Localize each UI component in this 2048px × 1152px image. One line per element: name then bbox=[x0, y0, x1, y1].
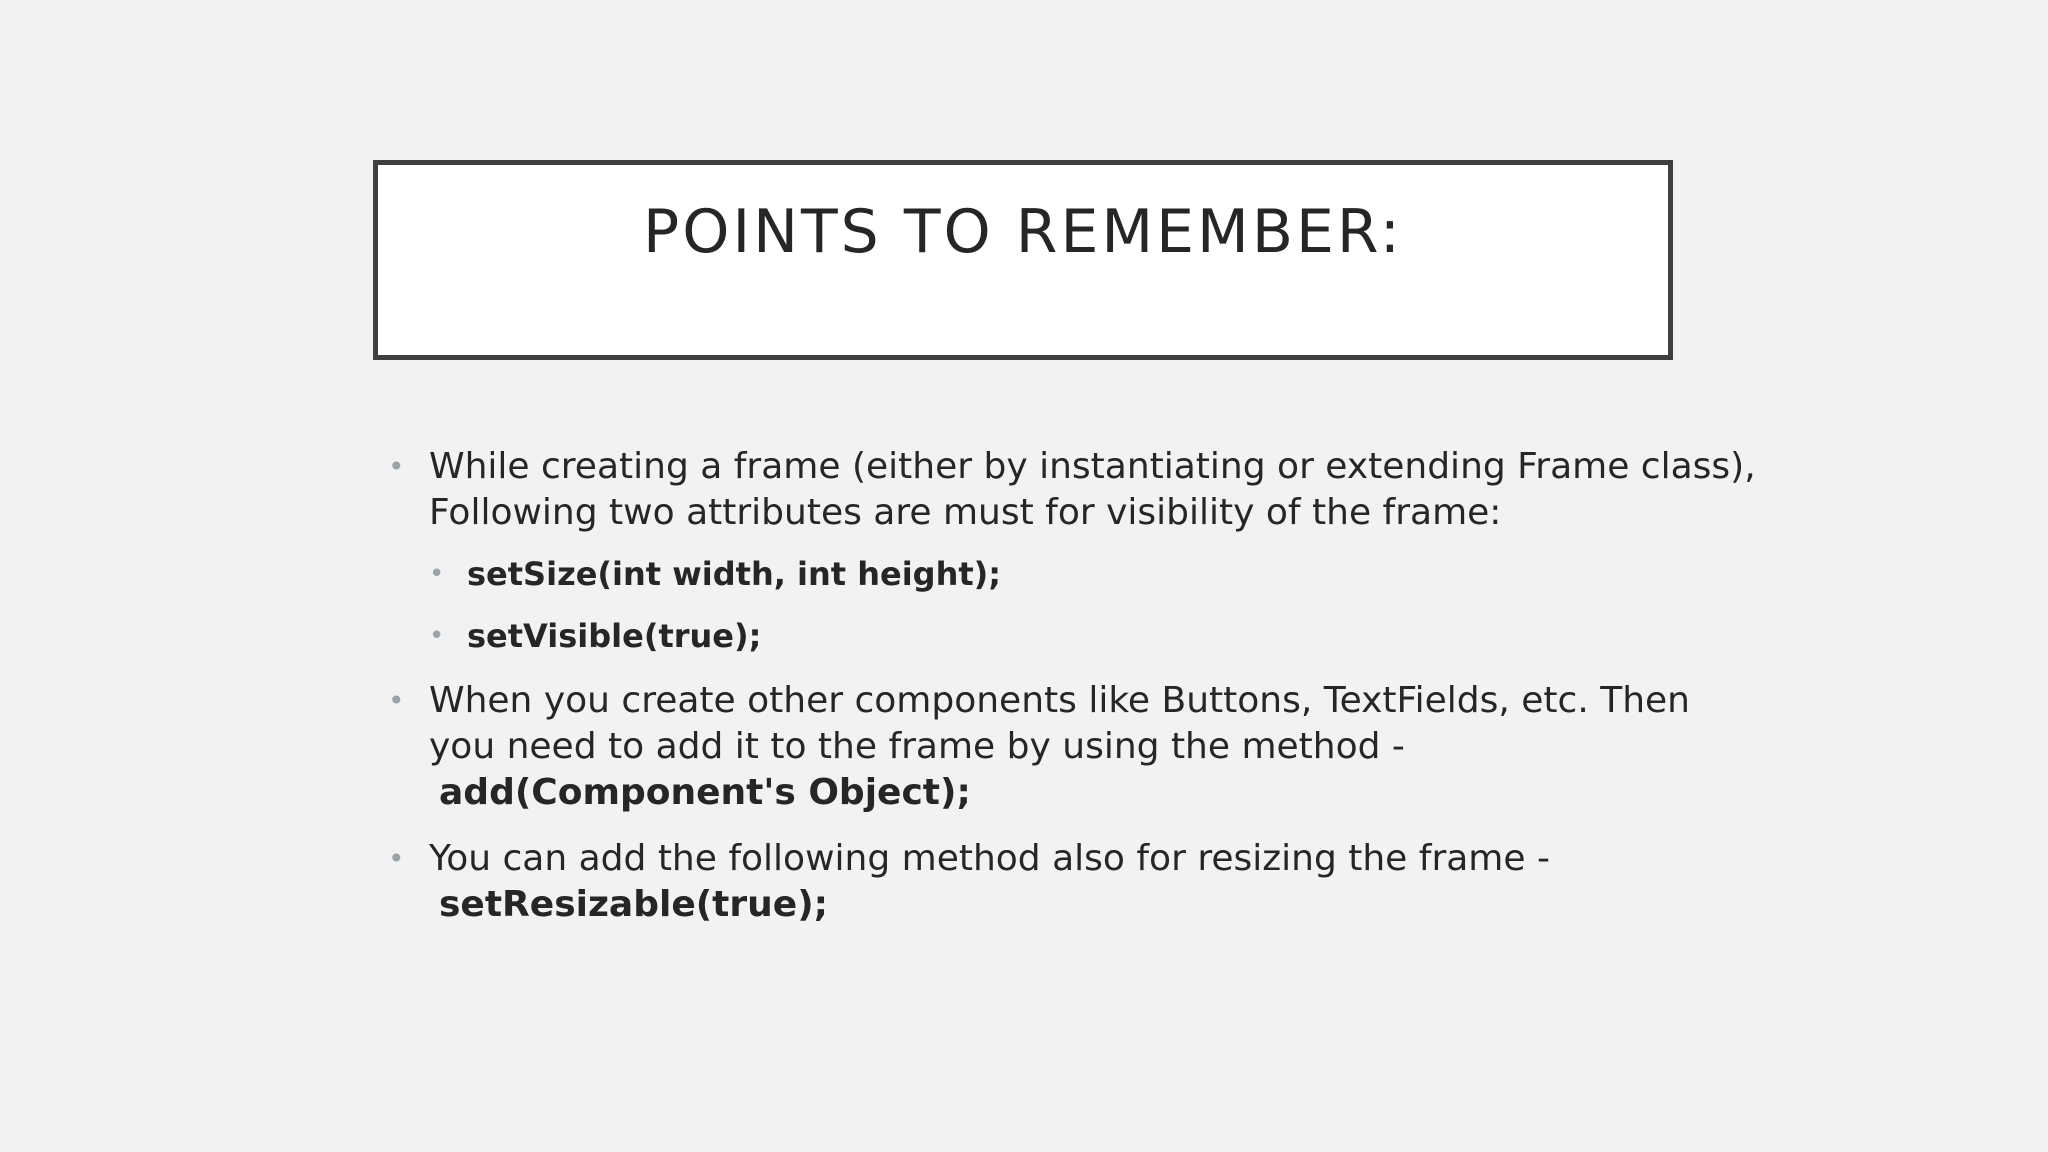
sub-bullet-code: setVisible(true); bbox=[467, 617, 762, 655]
bullet-icon: • bbox=[388, 450, 405, 483]
bullet-code: add(Component's Object); bbox=[439, 772, 971, 813]
bullet-text-line: While creating a frame (either by instantiating or extending Frame class), bbox=[429, 446, 1756, 487]
bullet-icon: • bbox=[429, 621, 445, 651]
sub-bullet-item bbox=[429, 614, 1688, 658]
bullet-list bbox=[388, 444, 1756, 948]
bullet-item-resizable bbox=[388, 836, 1688, 928]
bullet-text-line: Following two attributes are must for visibility of the frame: bbox=[429, 492, 1502, 533]
title-box bbox=[373, 160, 1673, 360]
sub-bullet-code: setSize(int width, int height); bbox=[467, 555, 1002, 593]
bullet-icon: • bbox=[429, 559, 445, 589]
bullet-code: setResizable(true); bbox=[439, 884, 829, 925]
bullet-icon: • bbox=[388, 684, 405, 717]
bullet-text-line: You can add the following method also for resizing the frame - bbox=[429, 838, 1550, 879]
bullet-icon: • bbox=[388, 842, 405, 875]
bullet-item-frame-attributes bbox=[388, 444, 1756, 658]
bullet-text-line: When you create other components like Buttons, TextFields, etc. Then bbox=[429, 680, 1690, 721]
sub-bullet-list bbox=[429, 552, 1688, 658]
slide-title: POINTS TO REMEMBER: bbox=[643, 197, 1403, 267]
bullet-text-line: you need to add it to the frame by using the method - bbox=[429, 726, 1405, 767]
sub-bullet-item bbox=[429, 552, 1688, 596]
bullet-item-add-component bbox=[388, 678, 1688, 816]
